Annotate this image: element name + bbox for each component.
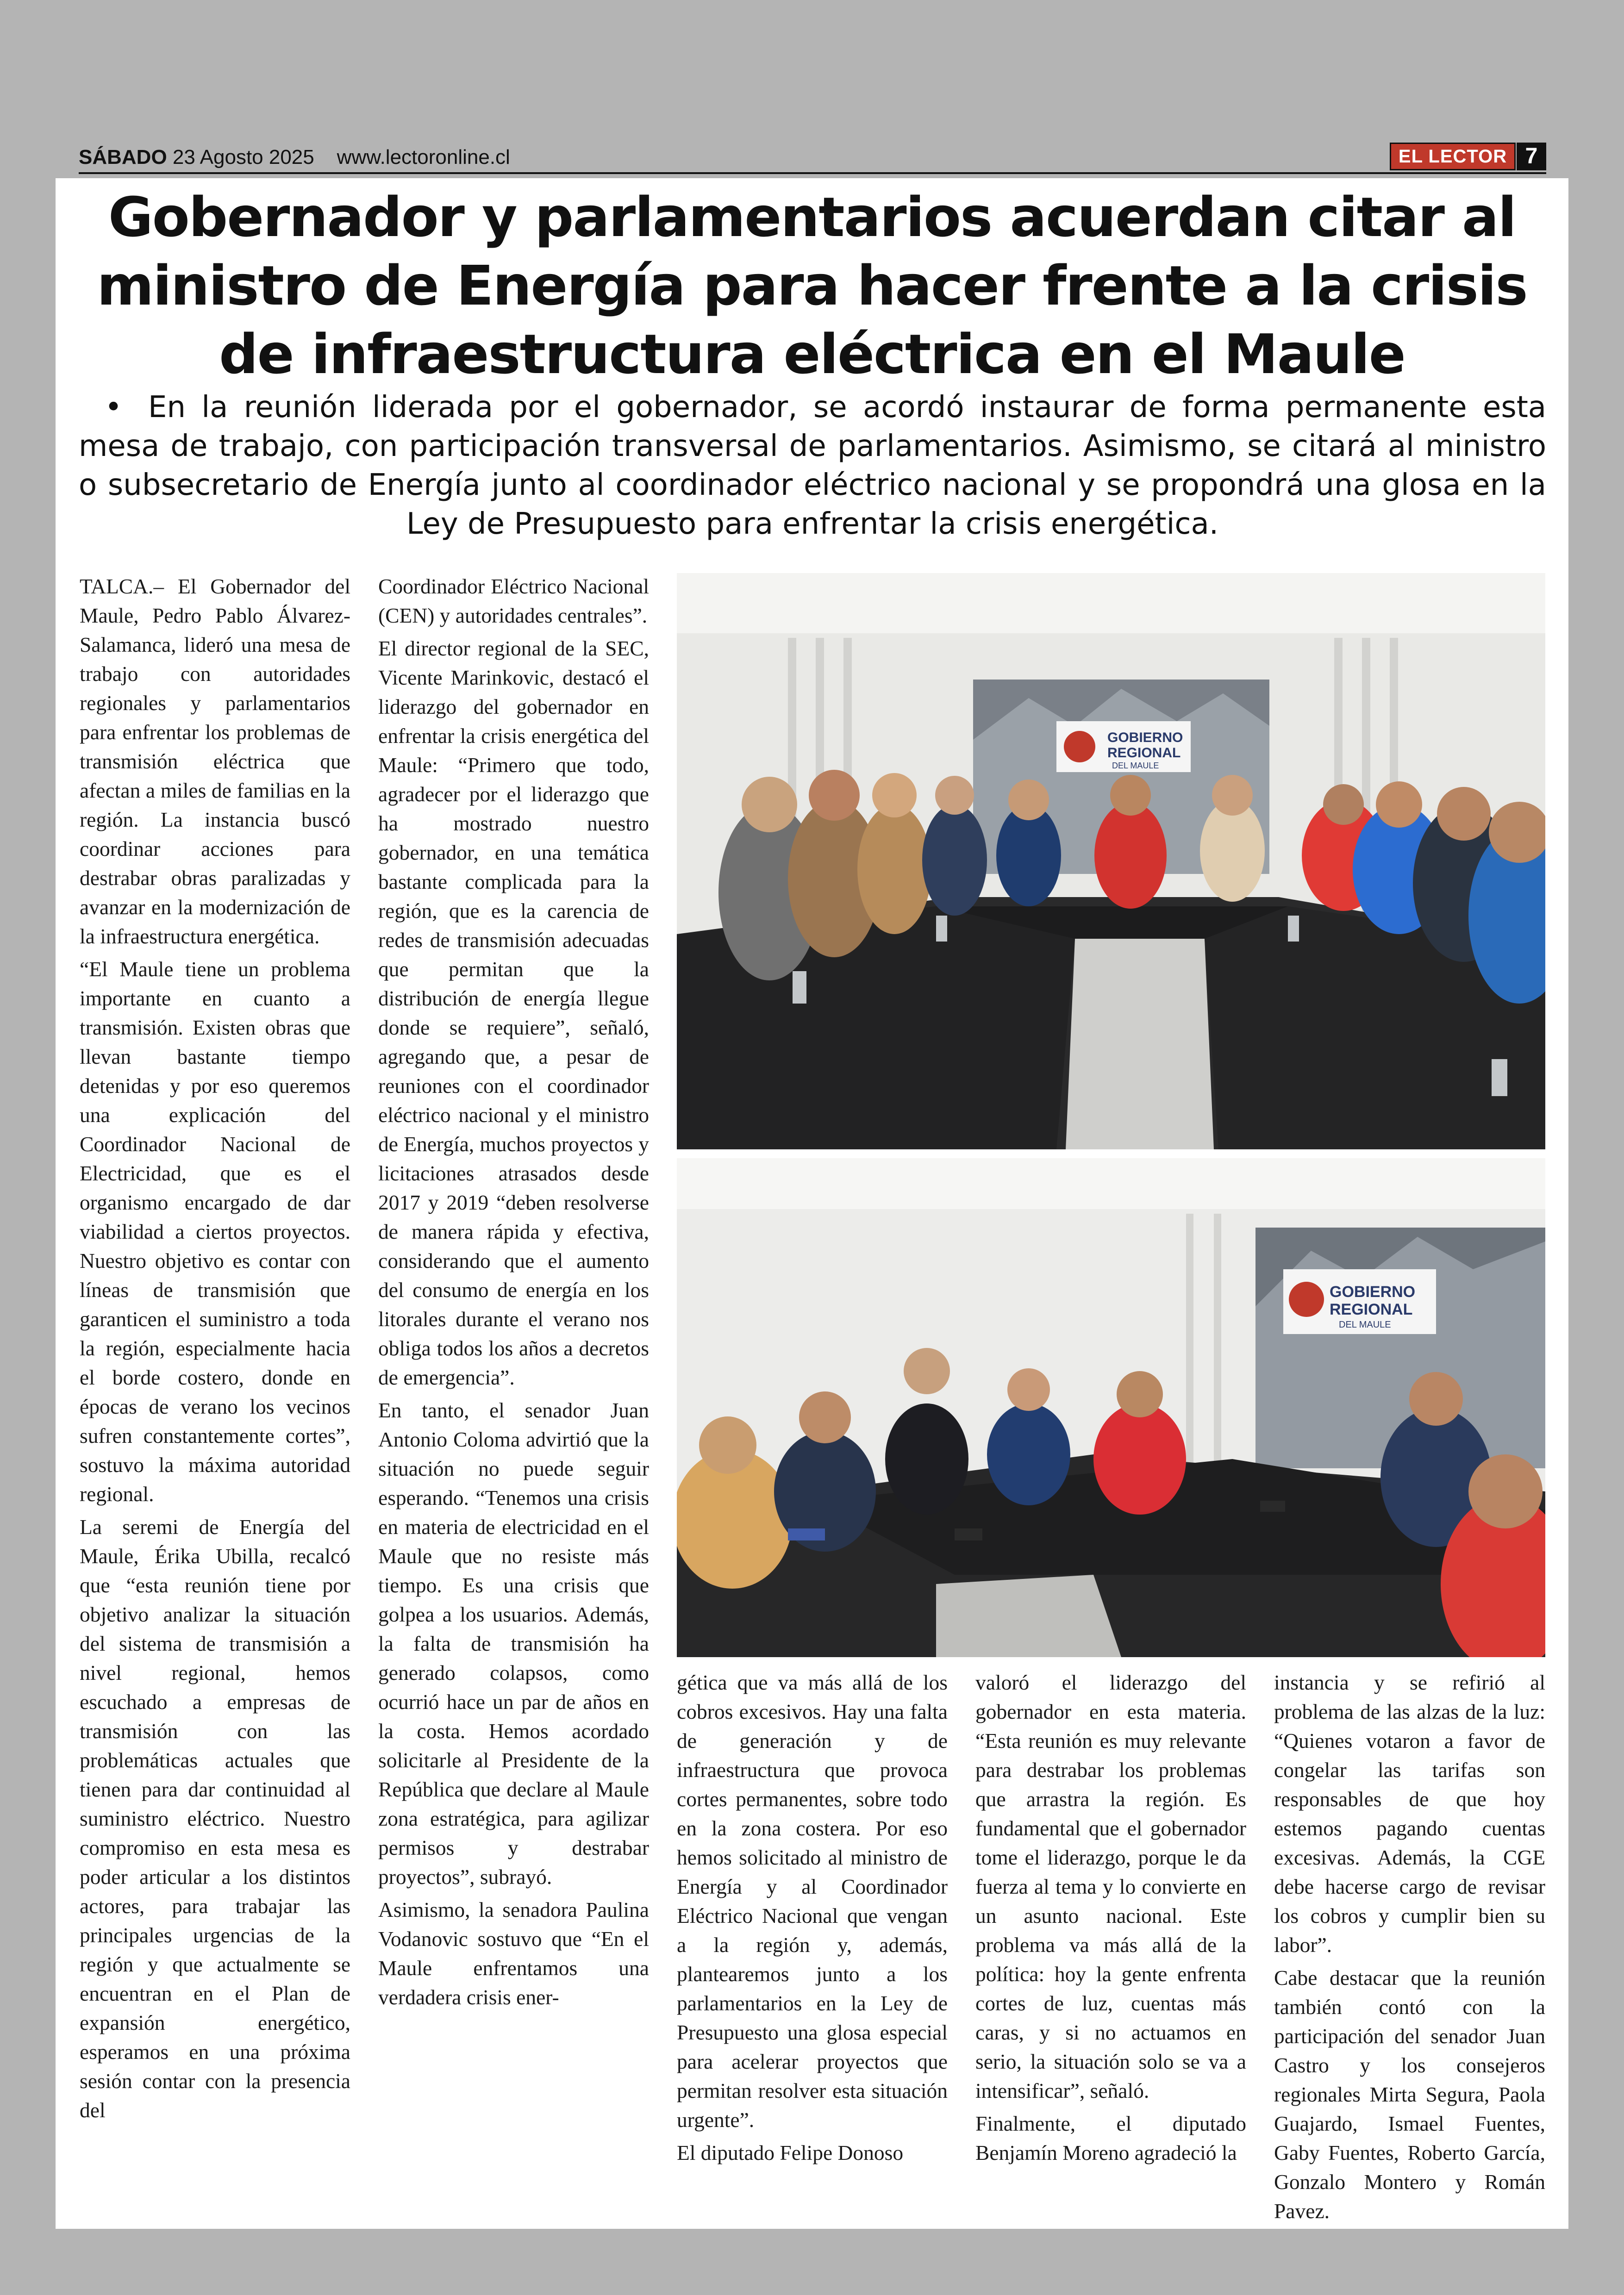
banner-logo-icon [1289,1282,1324,1317]
paragraph: En tanto, el senador Juan Antonio Coloma advirtió que la situación no puede seguir esperando. “Tenemos una crisis en materia de electricidad en el Maule que no resiste más tiempo. Es una crisis que golpea a los usuarios. Además, la falta de transmisión ha generado colapsos, como ocurrió hace un par de años en la costa. Hemos acordado solicitarle al Presidente de la República que declare al Maule zona estratégica, para agilizar permisos y destrabar proyectos”, subrayó. [378,1398,649,1889]
meeting-photo-2 [677,1158,1545,1657]
paragraph: “El Maule tiene un problema importante en cuanto a transmisión. Existen obras que llevan bastante tiempo detenidas y por eso queremos una explicación del Coordinador Nacional de Electricidad, que es el organismo encargado de dar viabilidad a ciertos proyectos. Nuestro objetivo es contar con líneas de transmisión que garanticen el suministro a toda la región, especialmente hacia el borde costero, donde en épocas de verano los vecinos sufren constantemente cortes”, sostuvo la máxima autoridad regional. [80,957,350,1506]
paragraph: Finalmente, el diputado Benjamín Moreno agradeció la [975,2112,1246,2164]
banner-logo-icon [1064,731,1095,762]
banner-text-line1: GOBIERNO [1107,730,1183,745]
article-column-5 [1274,1668,1545,2229]
paragraph: Cabe destacar que la reunión también contó con la participación del senador Juan Castro y los consejeros regionales Mirta Segura, Paola Guajardo, Ismael Fuentes, Gaby Fuentes, Roberto García, Gonzalo Montero y Román Pavez. [1274,1966,1545,2223]
meeting-photo-2-image [677,1158,1545,1657]
banner-text-line2: REGIONAL [1107,745,1181,761]
headline: Gobernador y parlamentarios acuerdan citar al ministro de Energía para hacer frente a la crisis de infraestructura eléctrica en el Maule [97,185,1527,386]
header-day: SÁBADO [79,146,167,168]
paragraph: valoró el liderazgo del gobernador en esta materia. “Esta reunión es muy relevante para destrabar los problemas que arrastra la región. Es fundamental que el gobernador tome el liderazgo, porque le da fuerza al tema y lo convierte en un asunto nacional. Este problema va más allá de la política: hoy la gente enfrenta cortes de luz, cuentas más caras, y si no actuamos en serio, la situación solo se va a intensificar”, señaló. [975,1671,1246,2102]
header-date: 23 Agosto 2025 [172,146,314,168]
header-website[interactable]: www.lectoronline.cl [337,146,510,168]
paragraph: gética que va más allá de los cobros excesivos. Hay una falta de generación y de infraestructura que provoca cortes permanentes, sobre todo en la zona costera. Por eso hemos solicitado al ministro de Energía y al Coordinador Eléctrico Nacional que vengan a la región y, además, plantearemos junto a los parlamentarios en la Ley de Presupuesto una glosa especial para acelerar proyectos que permitan resolver esta situación urgente”. [677,1671,948,2132]
paragraph: Coordinador Eléctrico Nacional (CEN) y autoridades centrales”. [378,574,649,627]
article-column-2 [378,572,649,2015]
paragraph: La seremi de Energía del Maule, Érika Ubilla, recalcó que “esta reunión tiene por objetivo analizar la situación del sistema de transmisión a nivel regional, hemos escuchado a empresas de transmisión con las problemáticas actuales que tienen para dar continuidad al suministro eléctrico. Nuestro compromiso en esta mesa es poder articular a los distintos actores, para trabajar las principales urgencias de la región y que actualmente se encuentran en el Plan de expansión energético, esperamos en una próxima sesión contar con la presencia del [80,1515,350,2122]
paragraph: TALCA.– El Gobernador del Maule, Pedro Pablo Álvarez-Salamanca, lideró una mesa de trabajo con autoridades regionales y parlamentarios para enfrentar los problemas de transmisión eléctrica que afectan a miles de familias en la región. La instancia buscó coordinar acciones para destrabar obras paralizadas y avanzar en la modernización de la infraestructura energética. [80,574,350,948]
bullet-icon: • [105,390,122,424]
article-column-4 [975,1668,1246,2171]
banner-text-line3: DEL MAULE [1339,1320,1391,1330]
page-header [79,144,1546,170]
article-column-1 [80,572,350,2128]
header-rule [79,172,1546,174]
banner-text-line2: REGIONAL [1330,1301,1413,1318]
meeting-photo-1-image [677,573,1545,1149]
newspaper-logo: EL LECTOR [1390,143,1516,170]
paragraph: El diputado Felipe Donoso [677,2141,904,2164]
lead-paragraph [79,388,1546,543]
paragraph: Asimismo, la senadora Paulina Vodanovic sostuvo que “En el Maule enfrentamos una verdadera crisis ener- [378,1898,649,2009]
banner-text-line1: GOBIERNO [1330,1283,1416,1301]
meeting-photo-1 [677,573,1545,1149]
page-number: 7 [1517,143,1546,170]
article-column-3 [677,1668,948,2171]
paragraph: El director regional de la SEC, Vicente Marinkovic, destacó el liderazgo del gobernador en enfrentar la crisis energética del Maule: “Primero que todo, agradecer por el liderazgo que ha mostrado nuestro gobernador, en una temática bastante complicada para la región, que es la carencia de redes de transmisión adecuadas que permitan que la distribución de energía llegue donde se requiere”, señaló, agregando que, a pesar de reuniones con el coordinador eléctrico nacional y el ministro de Energía, muchos proyectos y licitaciones atrasados desde 2017 y 2019 “deben resolverse de manera rápida y efectiva, considerando que el aumento del consumo de energía en los litorales durante el verano nos obliga todos los años a decretos de emergencia”. [378,636,649,1389]
paragraph: instancia y se refirió al problema de las alzas de la luz: “Quienes votaron a favor de congelar las tarifas son responsables de que hoy estemos pagando cuentas excesivas. Además, la CGE debe hacerse cargo de revisar los cobros y cumplir bien su labor”. [1274,1671,1545,1957]
lead-text: En la reunión liderada por el gobernador, se acordó instaurar de forma permanente esta mesa de trabajo, con participación transversal de parlamentarios. Asimismo, se citará al ministro o subsecretario de Energía junto al coordinador eléctrico nacional y se propondrá una glosa en la Ley de Presupuesto para enfrentar la crisis energética. [79,390,1546,541]
banner-text-line3: DEL MAULE [1112,761,1159,770]
